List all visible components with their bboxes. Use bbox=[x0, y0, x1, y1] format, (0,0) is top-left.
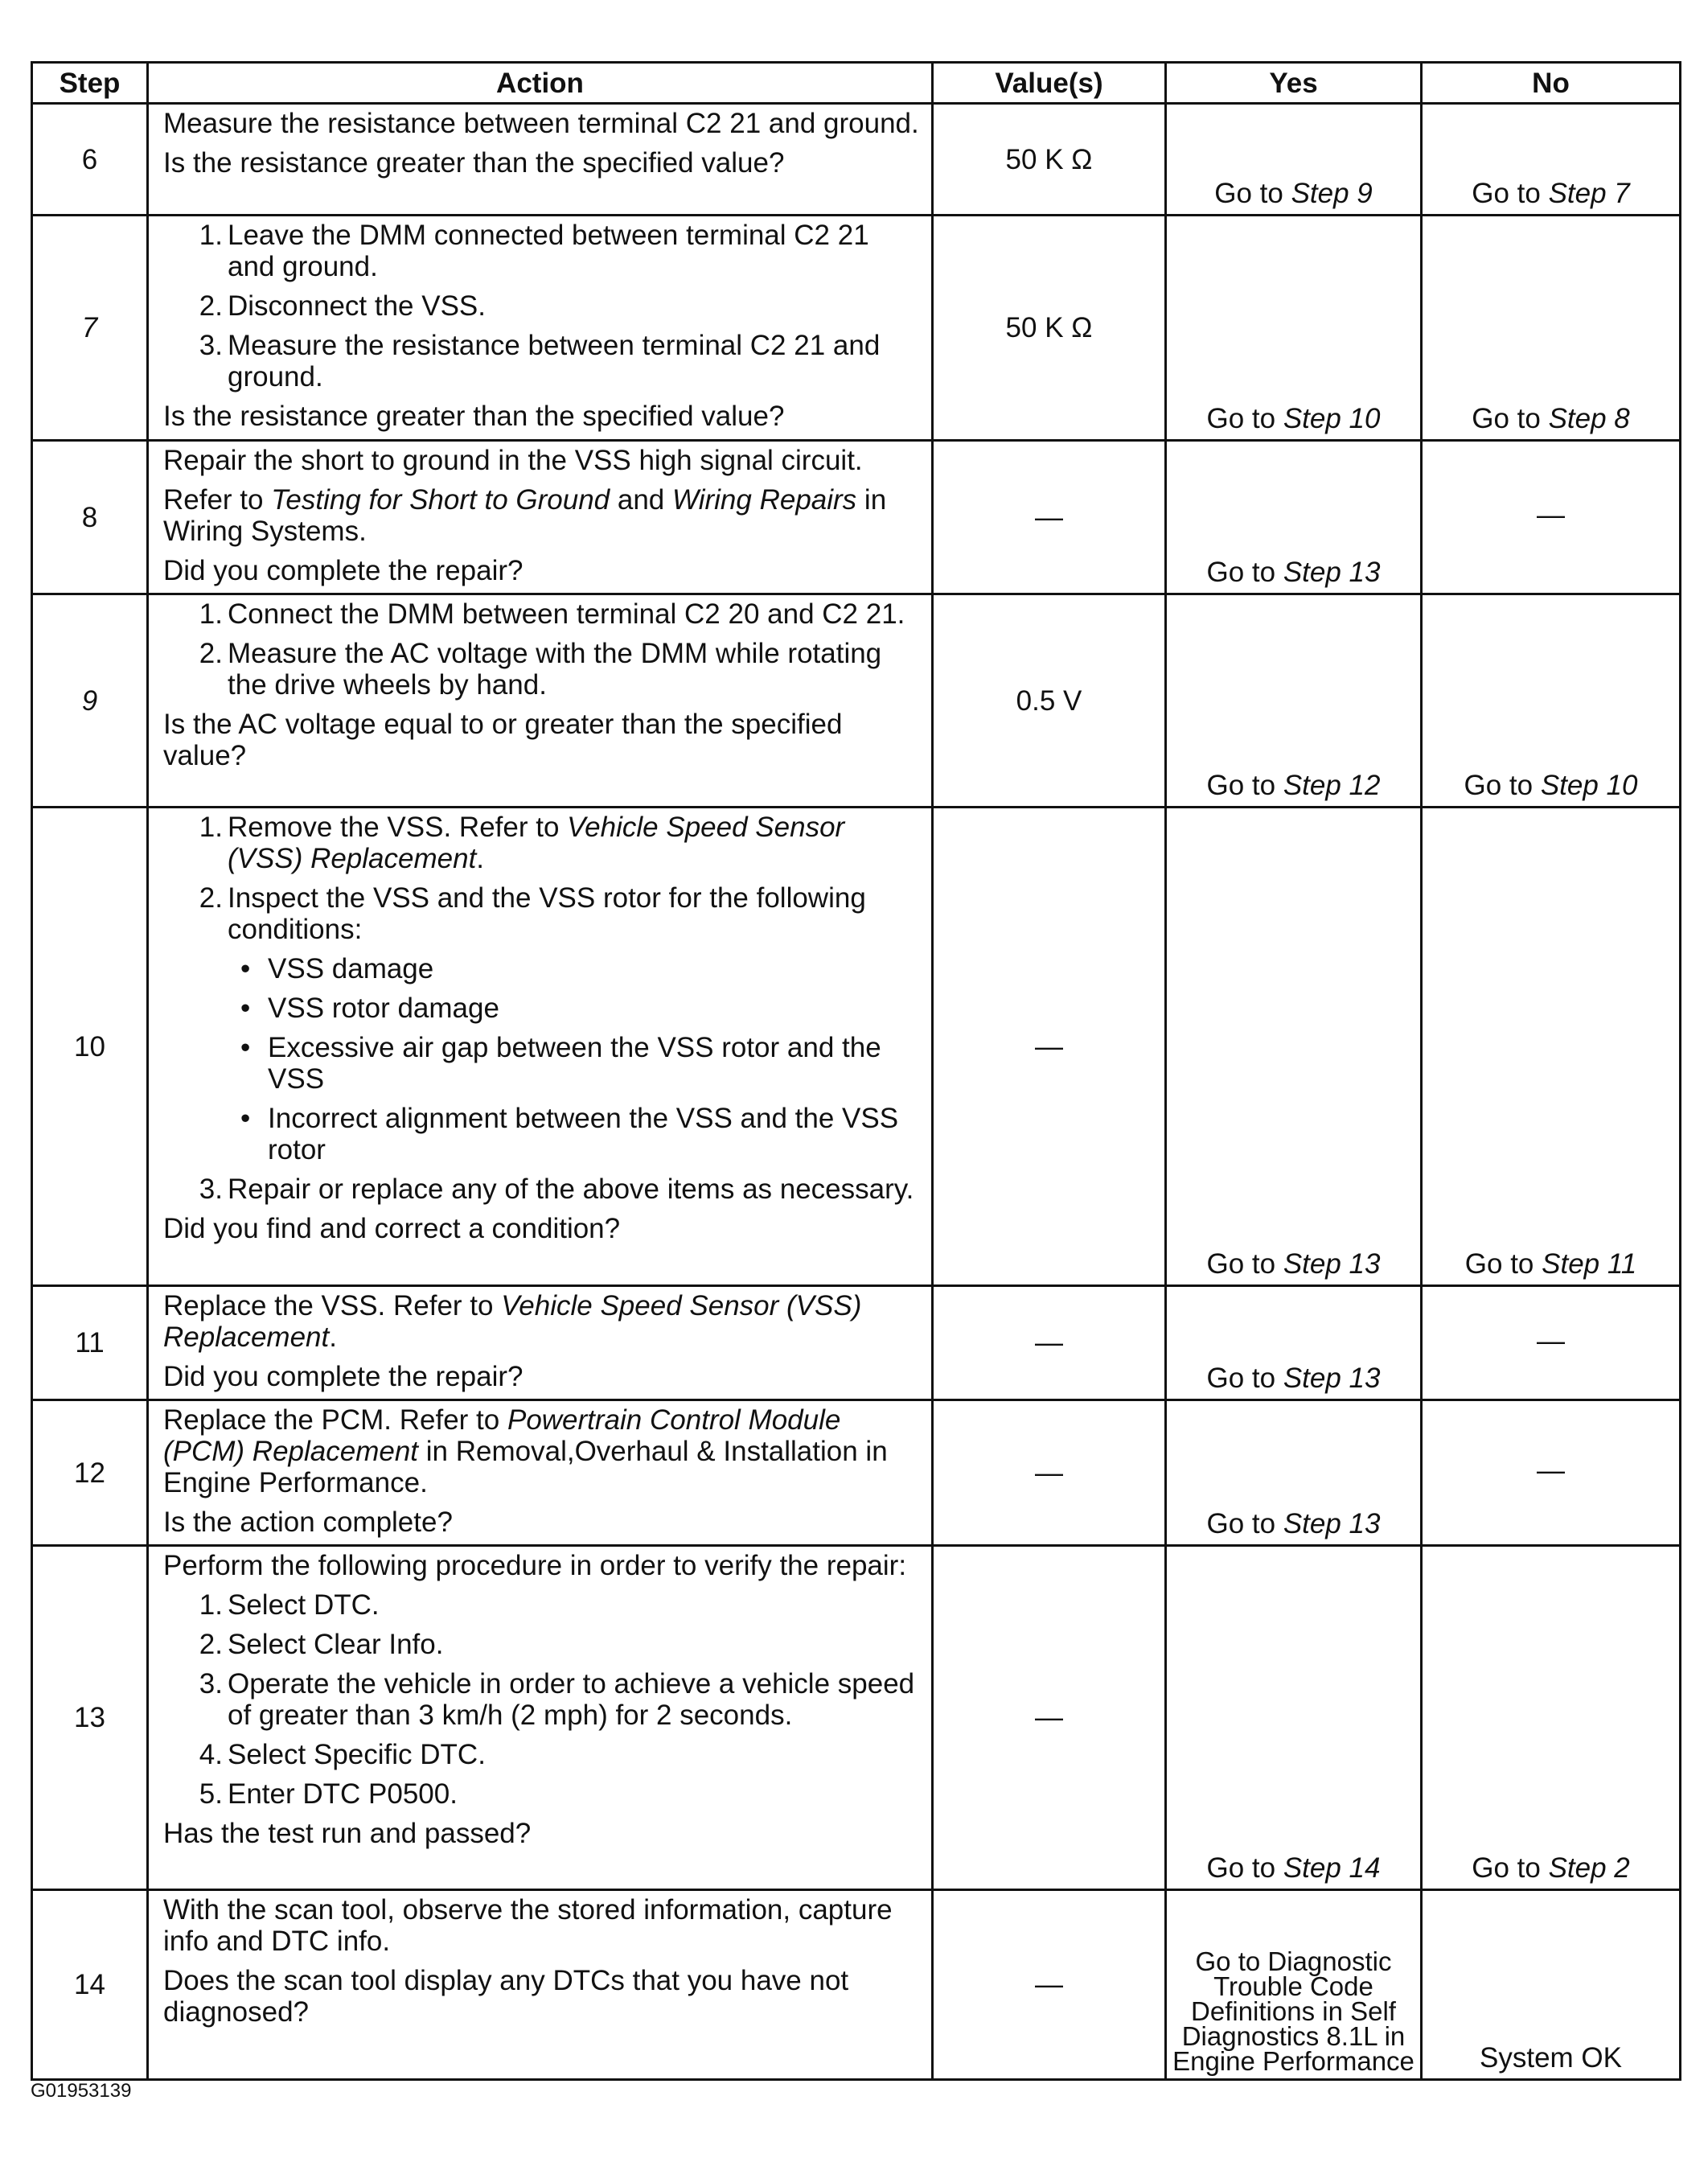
action-cell bbox=[148, 104, 933, 216]
reference-text: Step 9 bbox=[1291, 178, 1373, 209]
text-run: Inspect the VSS and the VSS rotor for the following conditions: bbox=[228, 882, 866, 945]
reference-text: Step 10 bbox=[1540, 770, 1638, 801]
text-run: Is the resistance greater than the specified value? bbox=[163, 147, 785, 179]
yes-cell bbox=[1166, 1546, 1422, 1890]
action-steps bbox=[163, 598, 920, 701]
text-run: Has the test run and passed? bbox=[163, 1818, 532, 1849]
header-action: Action bbox=[148, 63, 933, 104]
text-run: Incorrect alignment between the VSS and the VSS rotor bbox=[268, 1103, 899, 1165]
yes-cell: Go to Diagnostic Trouble Code Definitions in Self Diagnostics 8.1L in Engine Performance bbox=[1166, 1890, 1422, 2080]
text-run: Go to bbox=[1206, 403, 1283, 434]
reference-text: Step 14 bbox=[1283, 1852, 1381, 1884]
action-paragraph bbox=[163, 555, 920, 586]
text-run: Go to bbox=[1206, 1852, 1283, 1884]
text-run: Enter DTC P0500. bbox=[228, 1778, 458, 1810]
no-cell bbox=[1422, 1546, 1681, 1890]
text-run: Select Specific DTC. bbox=[228, 1739, 486, 1770]
action-cell bbox=[148, 1890, 933, 2080]
item-text bbox=[228, 220, 920, 282]
action-step-item bbox=[163, 290, 920, 322]
text-run: Measure the resistance between terminal C2 21 and ground. bbox=[163, 108, 919, 139]
text-run: Is the resistance greater than the specified value? bbox=[163, 401, 785, 432]
step-number: 12 bbox=[32, 1400, 148, 1546]
text-run: Go to bbox=[1206, 770, 1283, 801]
item-number: 3. bbox=[199, 1668, 223, 1700]
yes-cell bbox=[1166, 216, 1422, 441]
action-step-item bbox=[163, 330, 920, 393]
action-cell bbox=[148, 441, 933, 594]
action-paragraph bbox=[163, 709, 920, 771]
step-number: 8 bbox=[32, 441, 148, 594]
text-run: Measure the resistance between terminal C2 21 and ground. bbox=[228, 330, 881, 393]
text-run: Disconnect the VSS. bbox=[228, 290, 486, 322]
text-run: Leave the DMM connected between terminal C2 21 and ground. bbox=[228, 220, 869, 282]
step-row bbox=[32, 1286, 1681, 1400]
no-cell: — bbox=[1422, 1286, 1681, 1400]
step-row bbox=[32, 216, 1681, 441]
reference-text: Vehicle Speed Sensor (VSS) Replacement bbox=[228, 812, 845, 874]
text-run: in Wiring Systems. bbox=[163, 484, 887, 547]
text-run: Select Clear Info. bbox=[228, 1629, 444, 1660]
condition-item bbox=[228, 993, 920, 1024]
action-paragraph bbox=[163, 1550, 920, 1581]
text-run: Select DTC. bbox=[228, 1589, 380, 1621]
action-cell bbox=[148, 216, 933, 441]
text-run: Did you find and correct a condition? bbox=[163, 1213, 621, 1244]
text-run: Measure the AC voltage with the DMM while rotating the drive wheels by hand. bbox=[228, 638, 882, 701]
yes-cell bbox=[1166, 1286, 1422, 1400]
step-number: 14 bbox=[32, 1890, 148, 2080]
step-row bbox=[32, 441, 1681, 594]
reference-text: Step 8 bbox=[1548, 403, 1630, 434]
condition-list bbox=[228, 953, 920, 1165]
step-number: 13 bbox=[32, 1546, 148, 1890]
item-number: 1. bbox=[199, 812, 223, 843]
value-cell: 50 K Ω bbox=[933, 104, 1166, 216]
item-number: 4. bbox=[199, 1739, 223, 1770]
action-step-item bbox=[163, 812, 920, 874]
header-row bbox=[32, 63, 1681, 104]
text-run: With the scan tool, observe the stored information, capture info and DTC info. bbox=[163, 1894, 893, 1957]
action-steps bbox=[163, 220, 920, 393]
value-cell: 0.5 V bbox=[933, 594, 1166, 808]
action-steps bbox=[163, 1589, 920, 1810]
text-run: Repair or replace any of the above items as necessary. bbox=[228, 1173, 914, 1205]
reference-text: Step 2 bbox=[1548, 1852, 1630, 1884]
action-step-item bbox=[163, 1778, 920, 1810]
reference-text: Step 13 bbox=[1283, 557, 1381, 588]
item-text bbox=[228, 812, 920, 874]
no-cell bbox=[1422, 594, 1681, 808]
value-cell: — bbox=[933, 1890, 1166, 2080]
item-number: 1. bbox=[199, 220, 223, 251]
condition-item bbox=[228, 1103, 920, 1165]
step-number: 11 bbox=[32, 1286, 148, 1400]
text-run: VSS rotor damage bbox=[268, 993, 499, 1024]
item-number: 3. bbox=[199, 1173, 223, 1205]
reference-text: Step 12 bbox=[1283, 770, 1381, 801]
value-cell: — bbox=[933, 1400, 1166, 1546]
step-row bbox=[32, 1400, 1681, 1546]
text-run: Go to bbox=[1206, 1363, 1283, 1394]
step-row bbox=[32, 1546, 1681, 1890]
action-step-item bbox=[163, 1173, 920, 1205]
step-number: 9 bbox=[32, 594, 148, 808]
step-number: 10 bbox=[32, 808, 148, 1286]
text-run: Operate the vehicle in order to achieve a vehicle speed of greater than 3 km/h (2 mph) for 2 seconds. bbox=[228, 1668, 915, 1731]
item-number: 5. bbox=[199, 1778, 223, 1810]
action-cell bbox=[148, 1400, 933, 1546]
action-step-item bbox=[163, 1589, 920, 1621]
action-paragraph bbox=[163, 445, 920, 476]
reference-text: Step 13 bbox=[1283, 1363, 1381, 1394]
action-step-item bbox=[163, 598, 920, 630]
text-run: Go to bbox=[1464, 770, 1541, 801]
step-row bbox=[32, 104, 1681, 216]
value-cell: — bbox=[933, 1546, 1166, 1890]
header-values: Value(s) bbox=[933, 63, 1166, 104]
action-step-item bbox=[163, 638, 920, 701]
item-text bbox=[228, 638, 920, 701]
text-run: Go to bbox=[1472, 403, 1549, 434]
action-paragraph bbox=[163, 1361, 920, 1392]
text-run: Refer to bbox=[163, 484, 272, 516]
action-step-item bbox=[163, 220, 920, 282]
step-number: 6 bbox=[32, 104, 148, 216]
yes-cell bbox=[1166, 104, 1422, 216]
text-run: Excessive air gap between the VSS rotor and the VSS bbox=[268, 1032, 881, 1095]
item-number: 1. bbox=[199, 598, 223, 630]
action-steps bbox=[163, 812, 920, 1205]
text-run: Go to bbox=[1472, 1852, 1549, 1884]
text-run: Is the action complete? bbox=[163, 1506, 453, 1538]
text-run: Go to bbox=[1206, 1248, 1283, 1280]
action-paragraph bbox=[163, 1213, 920, 1244]
action-step-item bbox=[163, 882, 920, 1165]
reference-text: Step 7 bbox=[1548, 178, 1630, 209]
text-run: Does the scan tool display any DTCs that you have not diagnosed? bbox=[163, 1965, 849, 2028]
text-run: Did you complete the repair? bbox=[163, 555, 523, 586]
no-cell: — bbox=[1422, 1400, 1681, 1546]
value-cell: 50 K Ω bbox=[933, 216, 1166, 441]
figure-id: G01953139 bbox=[31, 2080, 132, 2102]
item-number: 1. bbox=[199, 1589, 223, 1621]
no-cell: — bbox=[1422, 441, 1681, 594]
reference-text: Powertrain Control Module (PCM) Replacement bbox=[163, 1404, 841, 1467]
yes-cell bbox=[1166, 594, 1422, 808]
header-yes: Yes bbox=[1166, 63, 1422, 104]
no-cell bbox=[1422, 216, 1681, 441]
action-paragraph bbox=[163, 1404, 920, 1498]
condition-item bbox=[228, 1032, 920, 1095]
step-number: 7 bbox=[32, 216, 148, 441]
no-cell bbox=[1422, 808, 1681, 1286]
item-text bbox=[228, 1589, 920, 1621]
step-row bbox=[32, 1890, 1681, 2080]
text-run: Connect the DMM between terminal C2 20 and C2 21. bbox=[228, 598, 905, 630]
header-no: No bbox=[1422, 63, 1681, 104]
item-number: 2. bbox=[199, 290, 223, 322]
text-run: in Removal,Overhaul & Installation in Engine Performance. bbox=[163, 1436, 888, 1498]
text-run: Go to bbox=[1214, 178, 1291, 209]
action-paragraph bbox=[163, 1506, 920, 1538]
text-run: Repair the short to ground in the VSS high signal circuit. bbox=[163, 445, 863, 476]
action-cell bbox=[148, 808, 933, 1286]
item-text bbox=[228, 1739, 920, 1770]
reference-text: Step 13 bbox=[1283, 1248, 1381, 1280]
text-run: Replace the VSS. Refer to bbox=[163, 1290, 502, 1321]
reference-text: Step 11 bbox=[1542, 1248, 1637, 1280]
action-cell bbox=[148, 1546, 933, 1890]
action-paragraph bbox=[163, 484, 920, 547]
step-row bbox=[32, 808, 1681, 1286]
text-run: . bbox=[329, 1321, 337, 1353]
text-run: Remove the VSS. Refer to bbox=[228, 812, 568, 843]
action-cell bbox=[148, 594, 933, 808]
item-text bbox=[228, 1778, 920, 1810]
action-step-item bbox=[163, 1739, 920, 1770]
action-step-item bbox=[163, 1629, 920, 1660]
reference-text: Wiring Repairs bbox=[671, 484, 857, 516]
text-run: and bbox=[610, 484, 672, 516]
item-text bbox=[228, 330, 920, 393]
item-text bbox=[228, 1173, 920, 1205]
yes-cell bbox=[1166, 808, 1422, 1286]
action-step-item bbox=[163, 1668, 920, 1731]
item-number: 2. bbox=[199, 1629, 223, 1660]
yes-cell bbox=[1166, 1400, 1422, 1546]
value-cell: — bbox=[933, 808, 1166, 1286]
text-run: VSS damage bbox=[268, 953, 434, 984]
action-paragraph bbox=[163, 1818, 920, 1849]
diagnostic-table bbox=[31, 61, 1681, 2081]
action-paragraph bbox=[163, 108, 920, 139]
text-run: Go to bbox=[1472, 178, 1549, 209]
action-paragraph bbox=[163, 1894, 920, 1957]
text-run: Go to bbox=[1206, 557, 1283, 588]
action-paragraph bbox=[163, 147, 920, 179]
reference-text: Testing for Short to Ground bbox=[271, 484, 610, 516]
action-paragraph bbox=[163, 1290, 920, 1353]
item-text bbox=[228, 598, 920, 630]
text-run: Go to bbox=[1206, 1508, 1283, 1539]
item-number: 2. bbox=[199, 638, 223, 669]
condition-item bbox=[228, 953, 920, 984]
action-cell bbox=[148, 1286, 933, 1400]
item-text bbox=[228, 1668, 920, 1731]
text-run: . bbox=[476, 843, 485, 874]
text-run: Replace the PCM. Refer to bbox=[163, 1404, 507, 1436]
item-number: 2. bbox=[199, 882, 223, 914]
value-cell: — bbox=[933, 441, 1166, 594]
no-cell: System OK bbox=[1422, 1890, 1681, 2080]
text-run: Perform the following procedure in order to verify the repair: bbox=[163, 1550, 907, 1581]
item-text bbox=[228, 290, 920, 322]
no-cell bbox=[1422, 104, 1681, 216]
item-number: 3. bbox=[199, 330, 223, 361]
item-text bbox=[228, 1629, 920, 1660]
text-run: Did you complete the repair? bbox=[163, 1361, 523, 1392]
step-row bbox=[32, 594, 1681, 808]
reference-text: Vehicle Speed Sensor (VSS) Replacement bbox=[163, 1290, 862, 1353]
text-run: Is the AC voltage equal to or greater than the specified value? bbox=[163, 709, 843, 771]
text-run: Go to bbox=[1464, 1248, 1542, 1280]
action-paragraph bbox=[163, 401, 920, 432]
action-paragraph bbox=[163, 1965, 920, 2028]
reference-text: Step 10 bbox=[1283, 403, 1381, 434]
yes-cell bbox=[1166, 441, 1422, 594]
item-text bbox=[228, 882, 920, 945]
header-step: Step bbox=[32, 63, 148, 104]
reference-text: Step 13 bbox=[1283, 1508, 1381, 1539]
value-cell: — bbox=[933, 1286, 1166, 1400]
